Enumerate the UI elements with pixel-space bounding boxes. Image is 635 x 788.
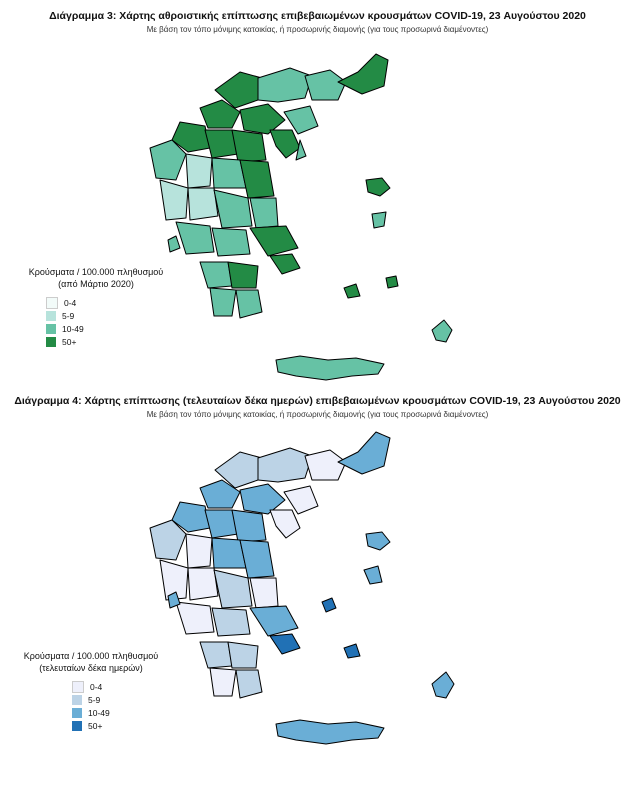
map1-region (344, 284, 360, 298)
map1-region (214, 190, 252, 228)
map2-region (236, 670, 262, 698)
map1-legend-label: 10-49 (62, 323, 84, 334)
map2-region (344, 644, 360, 658)
map1-legend-label: 50+ (62, 336, 77, 347)
map2-title: Διάγραμμα 4: Χάρτης επίπτωσης (τελευταίων δέκα ημερών) επιβεβαιωμένων κρουσμάτων COVID-19, 23 Αυγούστου 2020 (14, 395, 621, 407)
map1-subtitle: Με βάση τον τόπο μόνιμης κατοικίας, ή προσωρινής διαμονής (για τους προσωρινά διαμένοντες) (146, 25, 489, 34)
map2-region (186, 534, 212, 568)
map1-legend-subtitle: (από Μάρτιο 2020) (58, 279, 134, 289)
map2-region (322, 598, 336, 612)
map1-region (212, 228, 250, 256)
map2-region (176, 602, 214, 634)
map2-legend-label: 50+ (88, 720, 103, 731)
map2-region (432, 672, 454, 698)
map2-legend (6, 650, 176, 732)
map2-legend-swatch (72, 681, 84, 693)
map1-legend-swatch (46, 337, 56, 347)
map2-region (276, 720, 384, 744)
map2-legend-item (72, 719, 176, 732)
map1-region (188, 188, 218, 220)
map2-legend-item (72, 680, 176, 693)
map1-legend-swatch (46, 324, 56, 334)
map2-region (232, 510, 266, 542)
map1-region (250, 198, 278, 228)
map1-legend-label: 5-9 (62, 310, 75, 321)
map2-region (270, 634, 300, 654)
map2-legend-label: 0-4 (90, 681, 103, 692)
map1-region (338, 54, 388, 94)
map2-region (188, 568, 218, 600)
map1-region (210, 288, 236, 316)
map2-region (250, 578, 278, 608)
map2-legend-swatch (72, 708, 82, 718)
map1-region (186, 154, 212, 188)
map1-legend-item (46, 309, 176, 322)
map1-legend-item (46, 322, 176, 335)
map2-legend-label: 5-9 (88, 694, 101, 705)
map1-legend-swatch (46, 311, 56, 321)
map1-region (160, 180, 188, 220)
map1-region (250, 226, 298, 256)
map1-region (386, 276, 398, 288)
map1-legend-item (46, 296, 176, 309)
map2-region (250, 606, 298, 636)
map2-legend-title: Κρούσματα / 100.000 πληθυσμού (23, 651, 159, 661)
map2-region (366, 532, 390, 550)
map2-region (214, 570, 252, 608)
map2-legend-item (72, 693, 176, 706)
map1-region (270, 130, 300, 158)
map2-legend-swatch (72, 721, 82, 731)
map2-legend-subtitle: (τελευταίων δέκα ημερών) (39, 663, 143, 673)
map1-region (366, 178, 390, 196)
map2-region (364, 566, 382, 584)
map2-region (258, 448, 312, 482)
map2-region (338, 432, 390, 474)
map1-region (232, 130, 266, 162)
map1-legend-swatch (46, 297, 58, 309)
map1-legend-title: Κρούσματα / 100.000 πληθυσμού (28, 267, 164, 277)
map2-subtitle: Με βάση τον τόπο μόνιμης κατοικίας, ή προσωρινής διαμονής (για τους προσωρινά διαμένοντες) (146, 410, 489, 419)
map2-region (210, 668, 236, 696)
map1-region (176, 222, 214, 254)
map1-region (305, 70, 346, 100)
map2-region (212, 608, 250, 636)
map2-region (228, 642, 258, 668)
map2-region (240, 540, 274, 578)
map1-region (200, 262, 232, 288)
map1-region (270, 254, 300, 274)
map1-legend-label: 0-4 (64, 297, 77, 308)
map2-region (305, 450, 346, 480)
map1-title: Διάγραμμα 3: Χάρτης αθροιστικής επίπτωσης επιβεβαιωμένων κρουσμάτων COVID-19, 23 Αυγούστου 2020 (49, 10, 586, 22)
map1-region (258, 68, 312, 102)
map2-legend-item (72, 706, 176, 719)
map1-region (276, 356, 384, 380)
map1-legend (16, 266, 176, 348)
map1-region (228, 262, 258, 288)
map2-legend-swatch (72, 695, 82, 705)
map1-region (236, 290, 262, 318)
map1-region (240, 160, 274, 198)
map2-region (270, 510, 300, 538)
map1-region (432, 320, 452, 342)
map1-region (372, 212, 386, 228)
map2-region (200, 642, 232, 668)
map1-legend-item (46, 335, 176, 348)
map2-legend-label: 10-49 (88, 707, 110, 718)
map1-region (168, 236, 180, 252)
